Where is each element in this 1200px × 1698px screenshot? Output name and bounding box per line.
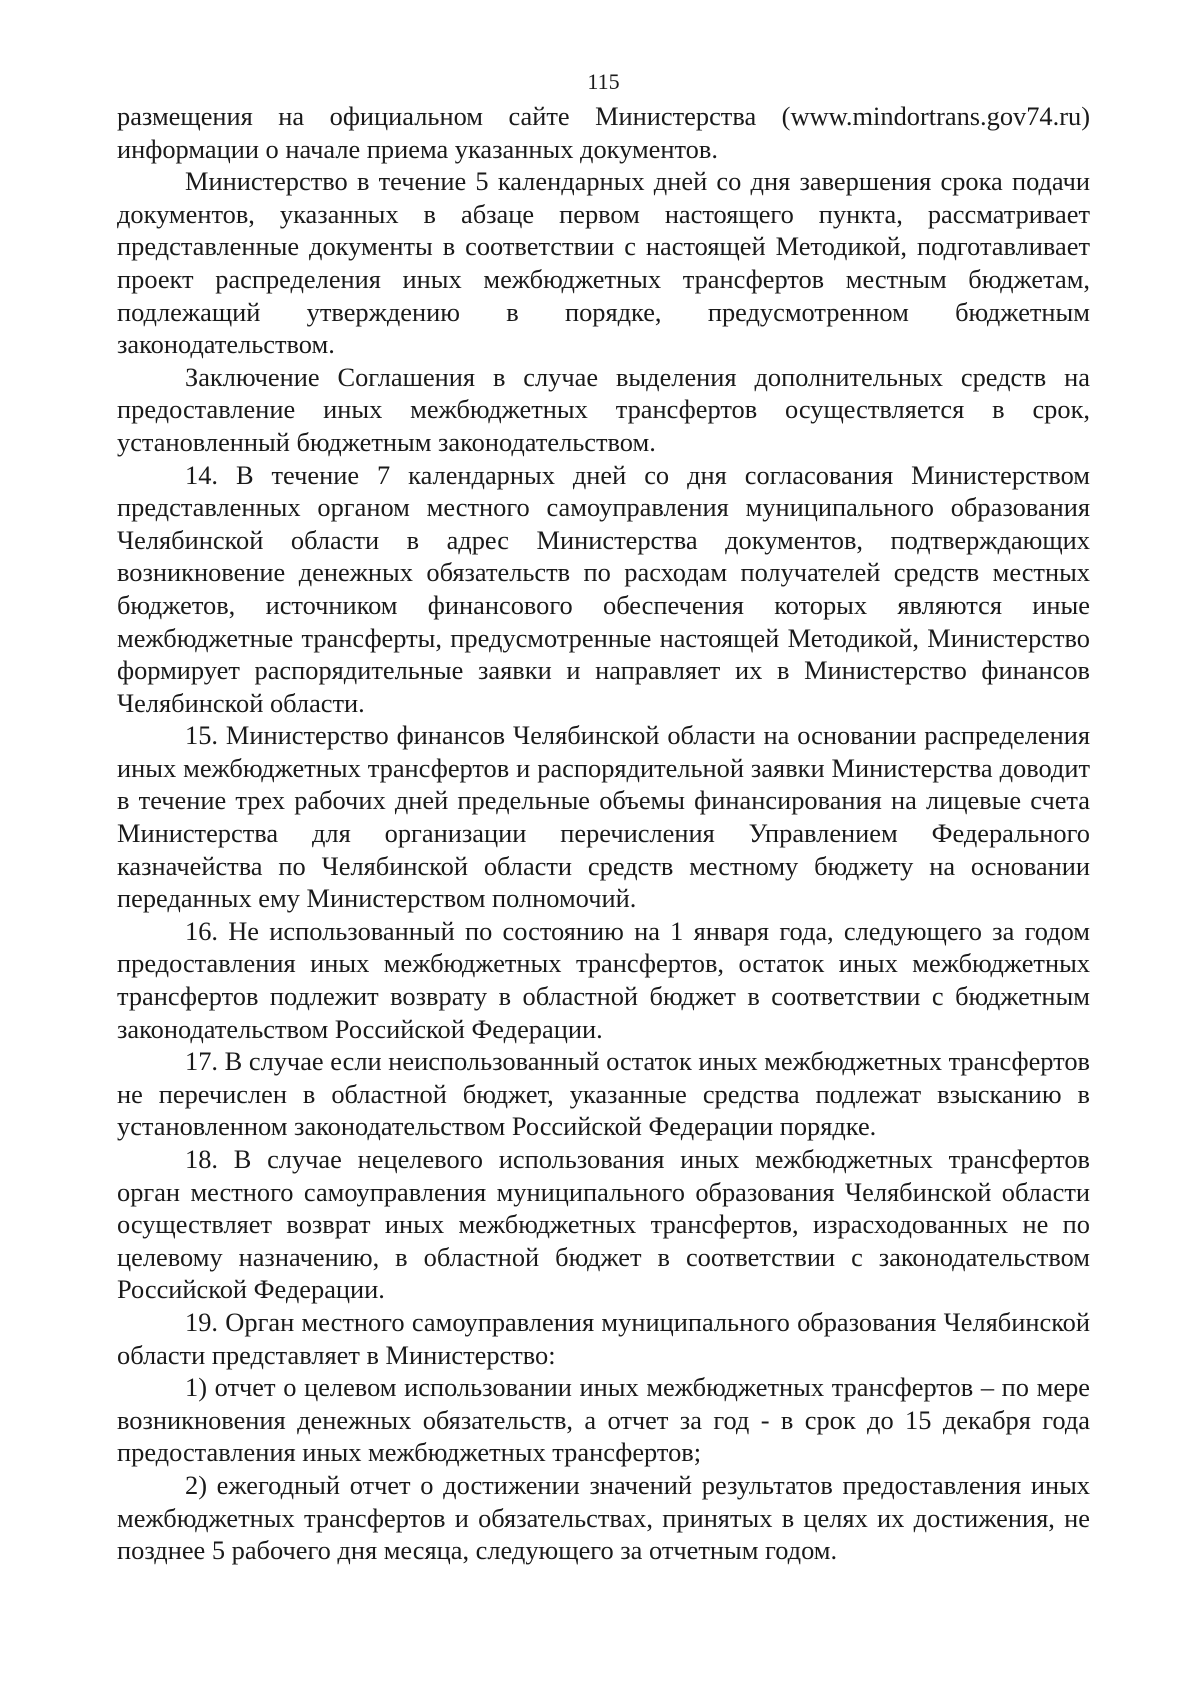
paragraph-clause-15: 15. Министерство финансов Челябинской области на основании распределения иных межбюджетных трансфертов и распорядительной заявки Министерства доводит в течение трех рабочих дней предельные объемы финансирования на лицевые счета Министерства для организации перечисления Управлением Федерального казначейства по Челябинской области средств местному бюджету на основании переданных ему Министерством полномочий. bbox=[117, 720, 1090, 914]
paragraph-clause-19: 19. Орган местного самоуправления муниципального образования Челябинской области представляет в Министерство: bbox=[117, 1306, 1090, 1370]
paragraph-item-1: 1) отчет о целевом использовании иных межбюджетных трансфертов – по мере возникновения денежных обязательств, а отчет за год - в срок до 15 декабря года предоставления иных межбюджетных трансфертов; bbox=[117, 1372, 1090, 1468]
paragraph-clause-14: 14. В течение 7 календарных дней со дня согласования Министерством представленных органом местного самоуправления муниципального образования Челябинской области в адрес Министерства документов, подтверждающих возникновение денежных обязательств по расходам получателей средств местных бюджетов, источником финансового обеспечения которых являются иные межбюджетные трансферты, предусмотренные настоящей Методикой, Министерство формирует распорядительные заявки и направляет их в Министерство финансов Челябинской области. bbox=[117, 459, 1090, 718]
paragraph-agreement: Заключение Соглашения в случае выделения дополнительных средств на предоставление иных межбюджетных трансфертов осуществляется в срок, установленный бюджетным законодательством. bbox=[117, 361, 1090, 457]
paragraph-item-2: 2) ежегодный отчет о достижении значений результатов предоставления иных межбюджетных трансфертов и обязательствах, принятых в целях их достижения, не позднее 5 рабочего дня месяца, следующего за отчетным годом. bbox=[117, 1469, 1090, 1566]
paragraph-ministry-review: Министерство в течение 5 календарных дней со дня завершения срока подачи документов, указанных в абзаце первом настоящего пункта, рассматривает представленные документы в соответствии с настоящей Методикой, подготавливает проект распределения иных межбюджетных трансфертов местным бюджетам, подлежащий утверждению в порядке, предусмотренном бюджетным законодательством. bbox=[117, 166, 1090, 360]
page-number: 115 bbox=[587, 69, 620, 94]
paragraph-clause-18: 18. В случае нецелевого использования иных межбюджетных трансфертов орган местного самоуправления муниципального образования Челябинской области осуществляет возврат иных межбюджетных трансфертов, израсходованных не по целевому назначению, в областной бюджет в соответствии с законодательством Российской Федерации. bbox=[117, 1144, 1090, 1305]
paragraph-clause-16: 16. Не использованный по состоянию на 1 января года, следующего за годом предоставления иных межбюджетных трансфертов, остаток иных межбюджетных трансфертов подлежит возврату в областной бюджет в соответствии с бюджетным законодательством Российской Федерации. bbox=[117, 915, 1090, 1044]
paragraph-clause-17: 17. В случае если неиспользованный остаток иных межбюджетных трансфертов не перечислен в областной бюджет, указанные средства подлежат взысканию в установленном законодательством Российской Федерации порядке. bbox=[117, 1046, 1090, 1142]
paragraph-intro-continuation: размещения на официальном сайте Министерства (www.mindortrans.gov74.ru) информации о начале приема указанных документов. bbox=[117, 101, 1090, 164]
document-page bbox=[117, 68, 1090, 1567]
